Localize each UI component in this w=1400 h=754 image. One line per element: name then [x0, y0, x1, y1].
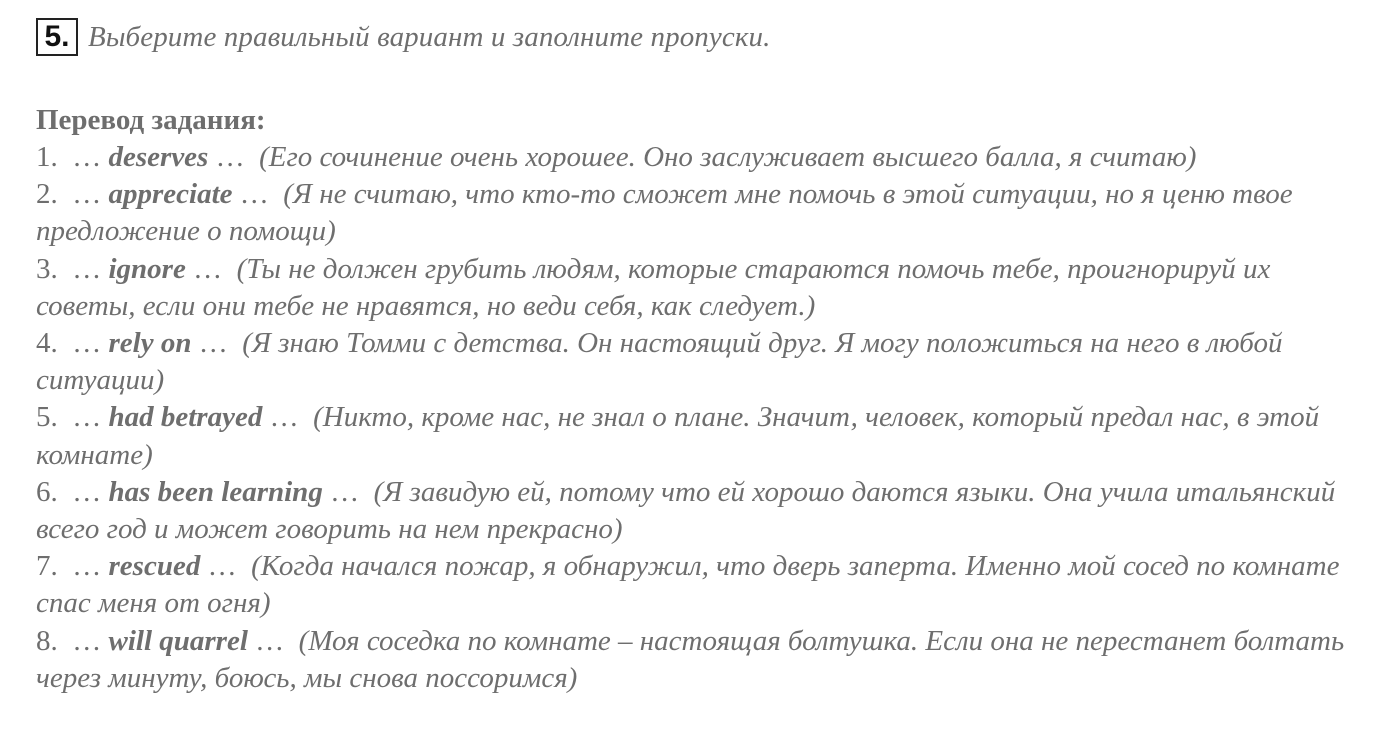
- gap-ellipsis: …: [72, 475, 102, 508]
- answer-item-8: [36, 623, 1376, 697]
- answer-item-1: [36, 139, 1376, 176]
- answer-translation: (Я не считаю, что кто-то сможет мне помочь в этой ситуации, но я ценю твое предложение о помощи): [36, 178, 1293, 248]
- answer-number: 3.: [36, 252, 58, 285]
- gap-ellipsis: …: [215, 141, 245, 173]
- answer-keyword: ignore: [108, 252, 186, 285]
- answer-translation: (Его сочинение очень хорошее. Оно заслуживает высшего балла, я считаю): [259, 141, 1197, 173]
- answer-number: 4.: [36, 327, 58, 360]
- answer-translation: (Моя соседка по комнате – настоящая болтушка. Если она не перестанет болтать через минуту, боюсь, мы снова поссоримся): [36, 624, 1345, 694]
- gap-ellipsis: …: [72, 624, 102, 657]
- gap-ellipsis: …: [72, 252, 102, 285]
- answer-translation: (Никто, кроме нас, не знал о плане. Значит, человек, который предал нас, в этой комнате): [36, 401, 1320, 471]
- task-number-box: 5.: [36, 18, 78, 56]
- answer-translation: (Когда начался пожар, я обнаружил, что дверь заперта. Именно мой сосед по комнате спас меня от огня): [36, 550, 1340, 620]
- answer-item-4: [36, 325, 1376, 399]
- answer-translation: (Ты не должен грубить людям, которые стараются помочь тебе, проигнорируй их советы, если они тебе не нравятся, но веди себя, как следует.): [36, 252, 1271, 322]
- answer-translation: (Я завидую ей, потому что ей хорошо даются языки. Она учила итальянский всего год и может говорить на нем прекрасно): [36, 475, 1336, 546]
- answer-item-6: [36, 474, 1376, 548]
- gap-ellipsis: …: [72, 141, 102, 173]
- translation-heading: Перевод задания:: [36, 104, 266, 136]
- task-instruction: Выберите правильный вариант и заполните пропуски.: [88, 20, 771, 53]
- answer-item-3: [36, 251, 1376, 325]
- answer-number: 5.: [36, 401, 58, 434]
- answer-keyword: has been learning: [108, 475, 323, 508]
- gap-ellipsis: …: [72, 178, 102, 211]
- answer-translation: (Я знаю Томми с детства. Он настоящий друг. Я могу положиться на него в любой ситуации): [36, 327, 1283, 397]
- answer-keyword: will quarrel: [108, 624, 248, 657]
- answer-keyword: deserves: [108, 141, 209, 173]
- gap-ellipsis: …: [330, 475, 360, 508]
- gap-ellipsis: …: [239, 178, 269, 211]
- answer-number: 2.: [36, 178, 58, 211]
- exercise-page: [36, 14, 1376, 697]
- answer-keyword: appreciate: [108, 178, 233, 211]
- answer-number: 1.: [36, 141, 58, 173]
- gap-ellipsis: …: [193, 252, 223, 285]
- gap-ellipsis: …: [72, 550, 102, 583]
- answer-number: 8.: [36, 624, 58, 657]
- answer-keyword: rescued: [108, 550, 201, 583]
- gap-ellipsis: …: [72, 401, 102, 434]
- answer-item-5: [36, 399, 1376, 473]
- gap-ellipsis: …: [72, 327, 102, 360]
- task-header: [36, 14, 1376, 60]
- answer-keyword: rely on: [108, 327, 192, 360]
- gap-ellipsis: …: [207, 550, 237, 583]
- answers-list: [36, 139, 1376, 697]
- answer-number: 6.: [36, 475, 58, 508]
- answer-keyword: had betrayed: [108, 401, 263, 434]
- answer-item-2: [36, 176, 1376, 250]
- gap-ellipsis: …: [198, 327, 228, 360]
- gap-ellipsis: …: [269, 401, 299, 434]
- answer-number: 7.: [36, 550, 58, 583]
- gap-ellipsis: …: [255, 624, 285, 657]
- answer-item-7: [36, 548, 1376, 622]
